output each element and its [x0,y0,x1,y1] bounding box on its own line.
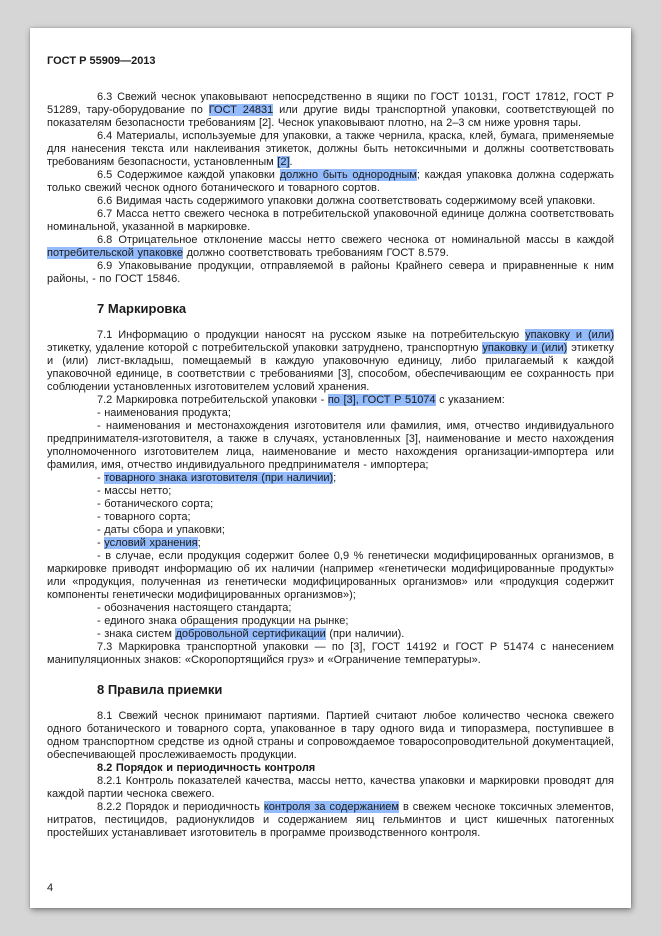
text-run: - знака систем [97,628,176,640]
text-highlight: потребительской упаковке [47,247,184,259]
text-run: 6.9 Упаковывание продукции, отправляемой в районы Крайнего севера и приравненные к ним районы, - по ГОСТ 15846. [47,260,614,285]
text-run: в свежем чесноке токсичных элементов, нитратов, пестицидов, радионуклидов и содержанием яиц гельминтов и цист кишечных патогенных простейших устанавливает изготовитель в программе производственного контроля. [47,801,614,839]
paragraph [47,169,614,195]
text-run: 8.1 Свежий чеснок принимают партиями. Партией считают любое количество чеснока свежего одного ботанического и товарного сорта, упакованное в тару одного вида и типоразмера, поступившее в одном транспортном средстве из одной страны и сопровождаемое товаросопроводительной документацией, обеспечивающей прослеживаемость продукции. [47,710,614,761]
text-highlight: товарного знака изготовителя (при наличии) [104,472,334,484]
document-content [47,91,614,840]
paragraph [47,394,614,407]
paragraph [47,524,614,537]
paragraph [47,602,614,615]
text-highlight: контроля за содержанием [263,801,399,813]
text-run: 7.2 Маркировка потребительской упаковки - [97,394,328,406]
text-highlight: добровольной сертификации [175,628,326,640]
text-run: - товарного сорта; [97,511,191,523]
section-heading: 8 Правила приемки [97,682,223,697]
text-run: - в случае, если продукция содержит более 0,9 % генетически модифицированных организмов, в маркировке приводят информацию об их наличии (например «генетически модифицированные продукты» или «продукция, полученная из генетически модифицированных организмов» или «продукция содержит компоненты генетически модифицированных организмов»); [47,550,614,601]
text-run: 6.4 Материалы, используемые для упаковки, а также чернила, краска, клей, бумага, применяемые для нанесения текста или наклеивания этикеток, должны быть нетоксичными и должны соответствовать требованиям безопасности, установленным [47,130,614,168]
text-run: ; [333,472,337,484]
text-run: - наименования и местонахождения изготовителя или фамилия, имя, отчество индивидуального предпринимателя-изготовителя, а также в случаях, установленных [3], наименование и место нахождения уполномоченного изготовителем лица, наименование и место нахождения организации-импортера или фамилия, имя, отчество индивидуального предпринимателя - импортера; [47,420,614,471]
text-run: 7.1 Информацию о продукции наносят на русском языке на потребительскую [97,329,526,341]
text-run: 7.3 Маркировка транспортной упаковки — по [3], ГОСТ 14192 и ГОСТ Р 51474 с нанесением манипуляционных знаков: «Скоропортящийся груз» и «Ограничение температуры». [47,641,614,666]
text-run: 8.2.1 Контроль показателей качества, массы нетто, качества упаковки и маркировки проводят для каждой партии чеснока свежего. [47,775,614,800]
paragraph [47,195,614,208]
text-run: - ботанического сорта; [97,498,214,510]
paragraph [47,91,614,130]
text-run: ; [197,537,201,549]
text-run: 8.2.2 Порядок и периодичность [97,801,264,813]
text-run: 6.3 Свежий чеснок упаковывают непосредственно в ящики по ГОСТ 10131, ГОСТ 17812, ГОСТ Р 51289, тару-оборудование по [47,91,614,116]
paragraph [47,485,614,498]
paragraph [47,801,614,840]
paragraph [47,628,614,641]
text-run: 6.8 Отрицательное отклонение массы нетто свежего чеснока от номинальной массы в каждой [97,234,614,246]
text-run: с указанием: [435,394,505,406]
text-run: . [289,156,293,168]
text-highlight: упаковку и (или) [482,342,568,354]
text-highlight: упаковку и (или) [525,329,614,341]
text-run: должно соответствовать требованиям ГОСТ 8.579. [183,247,449,259]
text-run: - массы нетто; [97,485,172,497]
text-run: или другие виды транспортной упаковки, соответствующей по показателям безопасности требованиям [2]. Чеснок упаковывают плотно, на 2–3 см ниже уровня тары. [47,104,614,129]
text-run: этикетку и (или) лист-вкладыш, помещаемый в каждую упаковочную единицу, либо прилагаемый к каждой упаковочной единице, в соответствии с требованиями [3], способом, обеспечивающим ее сохранность при соблюдении установленных изготовителем условий хранения. [47,342,614,393]
text-run: - наименования продукта; [97,407,231,419]
paragraph [47,130,614,169]
paragraph [47,498,614,511]
text-highlight: ГОСТ 24831 [208,104,274,116]
paragraph [47,537,614,550]
paragraph [47,710,614,762]
text-run: 6.7 Масса нетто свежего чеснока в потребительской упаковочной единице должна соответствовать номинальной, указанной в маркировке. [47,208,614,233]
paragraph [47,615,614,628]
text-highlight: [2] [277,156,290,168]
paragraph [47,260,614,286]
text-highlight: должно быть однородным [279,169,417,181]
paragraph [47,208,614,234]
section-heading: 7 Маркировка [97,301,187,316]
text-run: ; каждая упаковка должна содержать только свежий чеснок одного ботанического и товарного сортов. [47,169,614,194]
paragraph [47,775,614,801]
paragraph [47,407,614,420]
document-page [30,28,631,908]
paragraph [47,329,614,394]
paragraph [47,420,614,472]
subsection-heading [47,762,614,775]
text-run: этикетку, удаление которой с потребительской упаковки затруднено, транспортную [47,342,483,354]
text-run: - обозначения настоящего стандарта; [97,602,292,614]
text-run: 6.5 Содержимое каждой упаковки [97,169,280,181]
paragraph [47,511,614,524]
text-run: (при наличии). [325,628,405,640]
text-highlight: условий хранения [104,537,198,549]
text-run: 8.2 Порядок и периодичность контроля [97,762,316,774]
text-run: - [97,537,105,549]
paragraph [47,641,614,667]
paragraph [47,550,614,602]
text-run: - единого знака обращения продукции на рынке; [97,615,349,627]
paragraph [47,234,614,260]
paragraph [47,472,614,485]
text-run: 6.6 Видимая часть содержимого упаковки должна соответствовать содержимому всей упаковки. [97,195,596,207]
page-number: 4 [47,882,54,894]
document-header-standard-number: ГОСТ Р 55909—2013 [47,55,156,67]
text-highlight: по [3], ГОСТ Р 51074 [327,394,436,406]
text-run: - [97,472,105,484]
text-run: - даты сбора и упаковки; [97,524,225,536]
